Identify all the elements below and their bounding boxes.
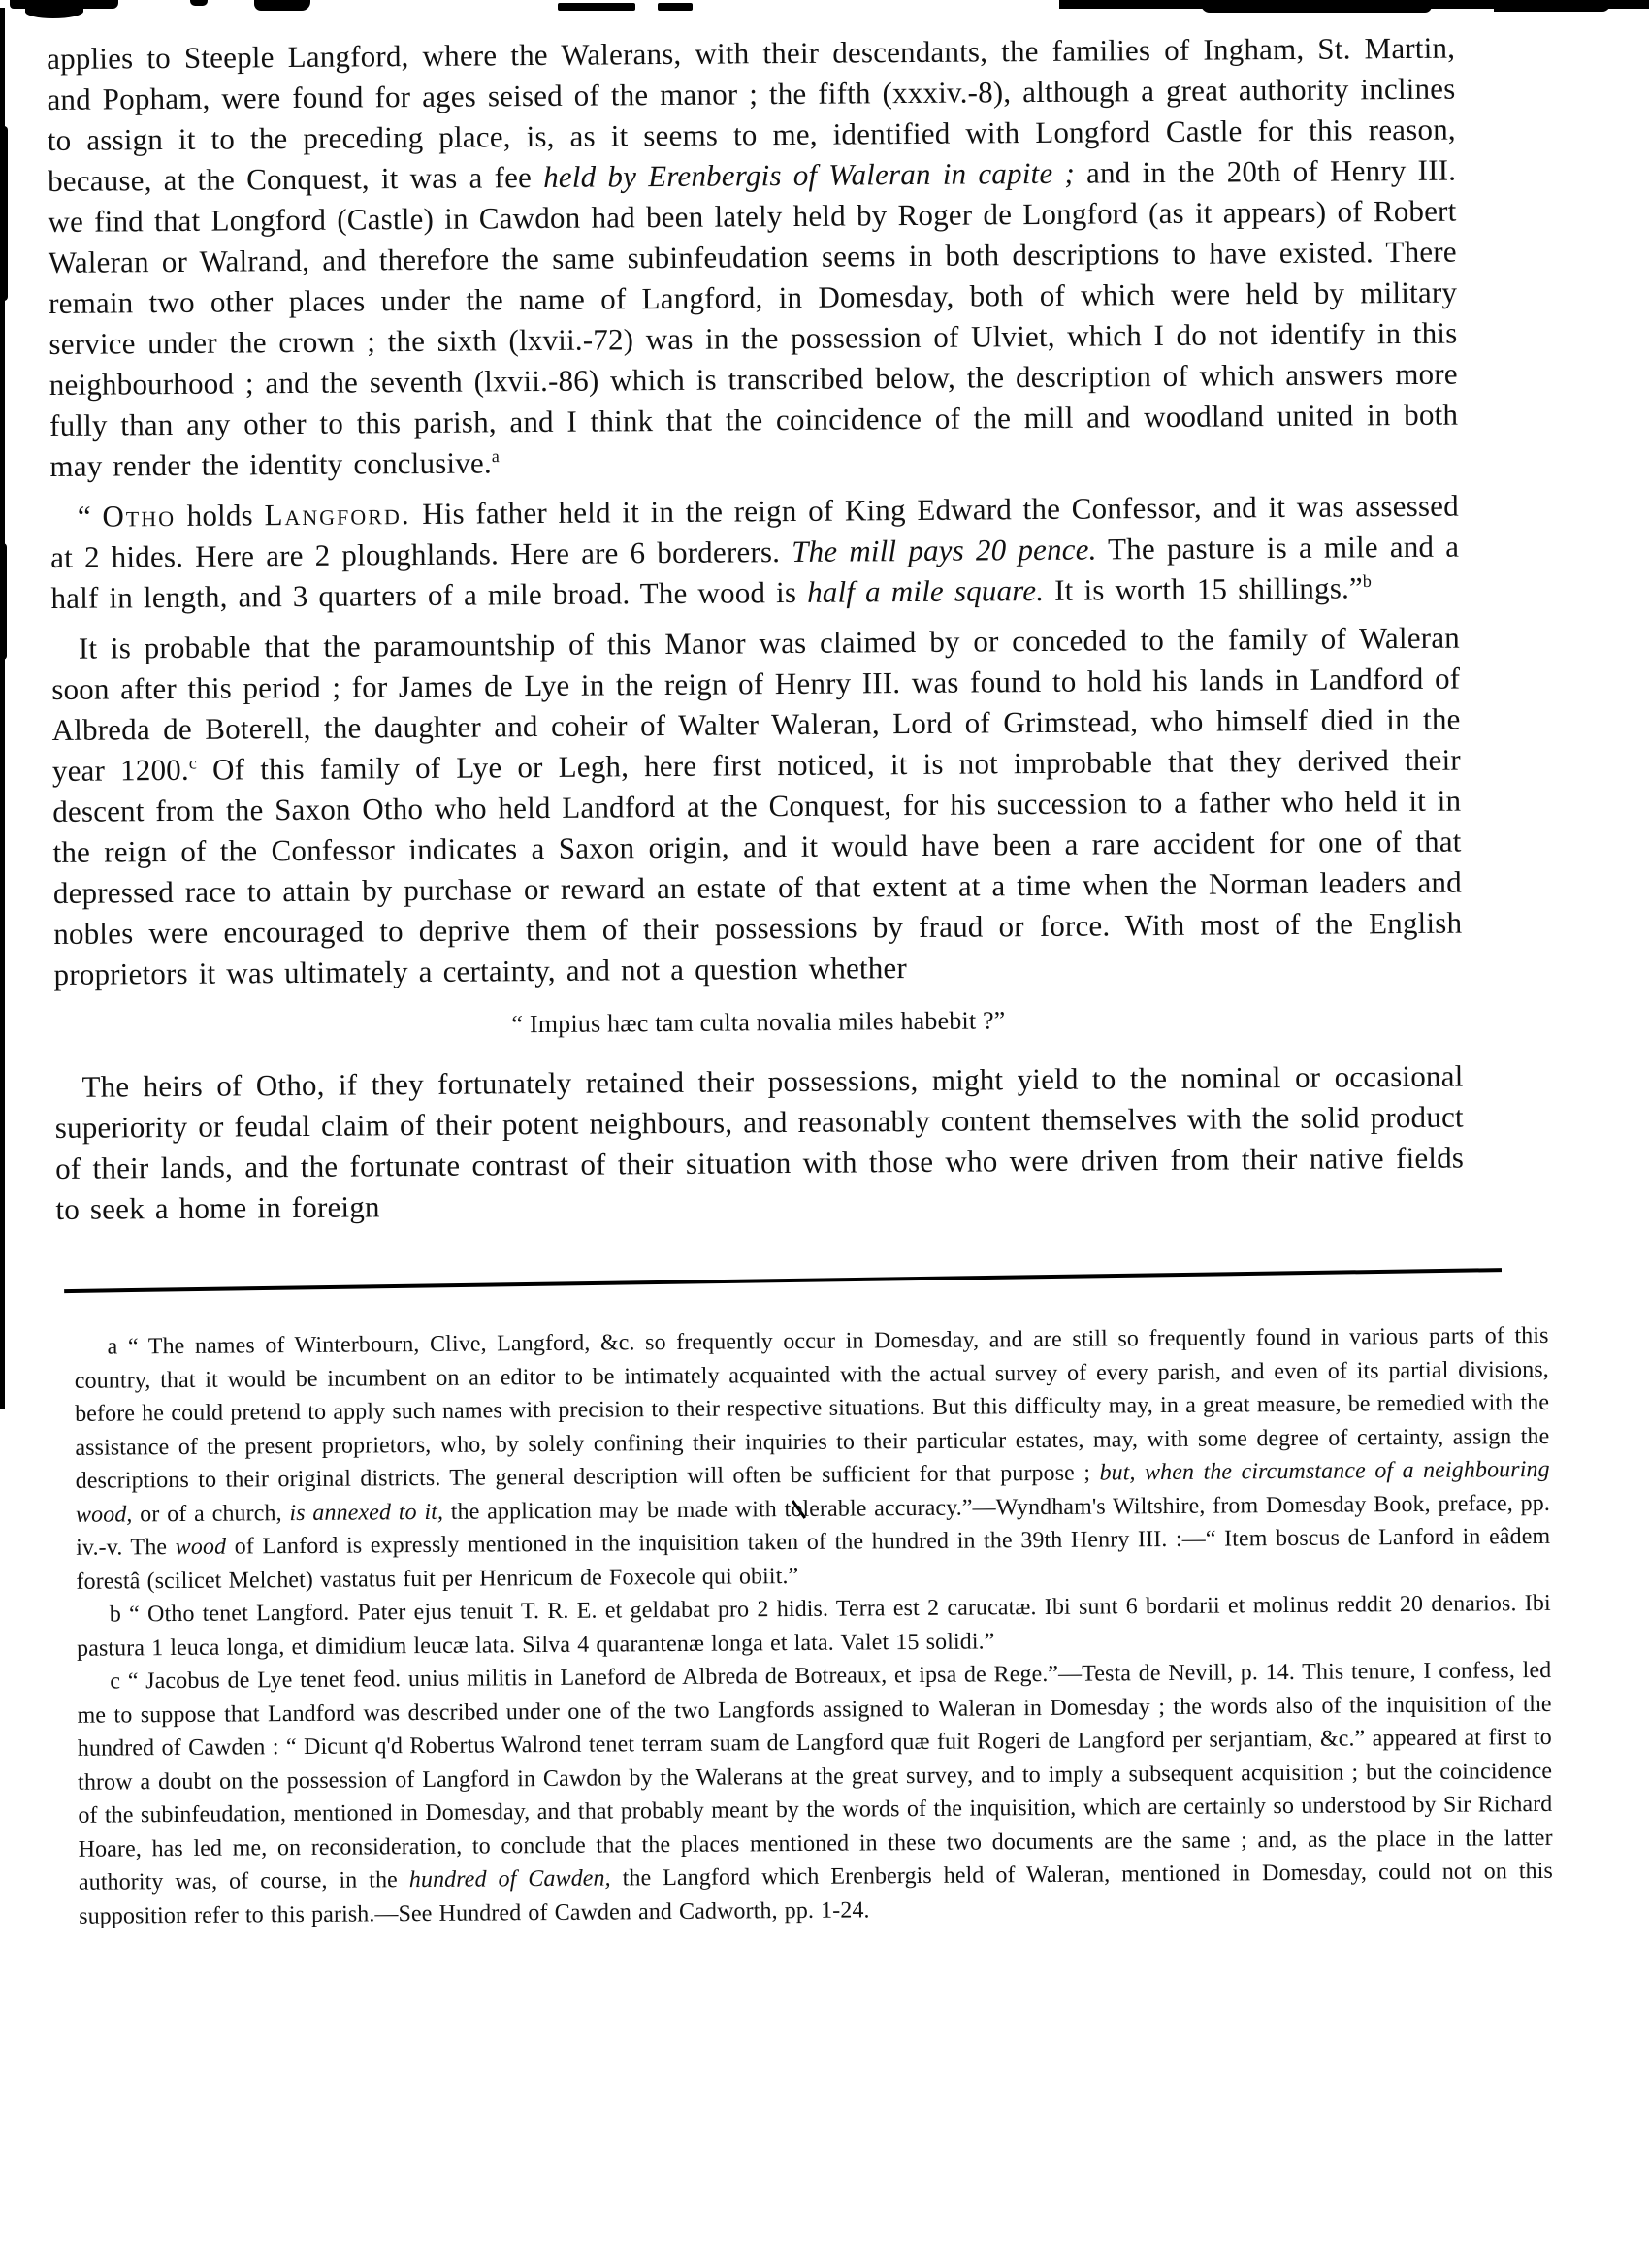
footnote-separator-rule	[64, 1268, 1502, 1293]
footnotes-block	[74, 1319, 1553, 1933]
scan-artifact-top-dash	[558, 3, 635, 11]
page-text-block	[47, 28, 1553, 1933]
body-paragraph-domesday-extract: “ Otho holds Langford. His father held it in the reign of King Edward the Confessor, and it was assessed at 2 hides. Here are 2 ploughlands. Here are 6 borderers. The mill pays 20 pence. The pasture is a mile and a half in length, and 3 quarters of a mile broad. The wood is half a mile square. It is worth 15 shillings.”$^b$	[50, 488, 1460, 615]
footnote-a: a “ The names of Winterbourn, Clive, Langford, &c. so frequently occur in Domesday, and are still so frequently found in various parts of this country, that it would be incumbent on an editor to be intimately acquainted with the actual survey of every parish, and even of its partial divisions, before he could pretend to apply such names with precision to their respective situations. But this difficulty may, in a great measure, be remedied with the assistance of the present proprietors, who, by solely confining their inquiries to their particular estates, may, with some degree of certainty, assign the descriptions to their original districts. The general description will often be sufficient for that purpose ; but, when the circumstance of a neighbouring wood, or of a church, is annexed to it, the application may be made with tolerable accuracy.”—Wyndham's Wiltshire, from Domesday Book, preface, pp. iv.-v. The wood of Lanford is expressly mentioned in the inquisition taken of the hundred in the 39th Henry III. :—“ Item boscus de Lanford in eâdem forestâ (scilicet Melchet) vastatus fuit per Henricum de Foxecole qui obiit.”	[74, 1322, 1551, 1595]
scan-artifact-top-right-lump	[1494, 0, 1610, 12]
scan-artifact-top-dash	[658, 3, 693, 11]
footnote-b: b “ Otho tenet Langford. Pater ejus tenuit T. R. E. et geldabat pro 2 hidis. Terra est 2 carucatæ. Ibi sunt 6 bordarii et molinus reddit 20 denarios. Ibi pastura 1 leuca longa, et dimidium leucæ lata. Silva 4 quarantenæ longa et lata. Valet 15 solidi.”	[76, 1590, 1551, 1662]
body-paragraph-heirs-of-otho: The heirs of Otho, if they fortunately retained their possessions, might yield to the nominal or occasional superiority or feudal claim of their potent neighbours, and reasonably content themselves with the solid product of their lands, and the fortunate contrast of their situation with those who were driven from their native fields to seek a home in foreign	[54, 1058, 1465, 1226]
scan-artifact-top-mark	[254, 0, 310, 11]
body-paragraph-steeple-langford: applies to Steeple Langford, where the Walerans, with their descendants, the families of Ingham, St. Martin, and Popham, were found for ages seised of the manor ; the fifth (xxxiv.-8), although a great authority inclines to assign it to the preceding place, is, as it seems to me, identified with Longford Castle for this reason, because, at the Conquest, it was a fee held by Erenbergis of Waleran in capite ; and in the 20th of Henry III. we find that Longford (Castle) in Cawdon had been lately held by Roger de Longford (as it appears) of Robert Waleran or Walrand, and therefore the same subinfeudation seems in both descriptions to have existed. There remain two other places under the name of Langford, in Domesday, both of which were held by military service under the crown ; the sixth (lxvii.-72) was in the possession of Ulviet, which I do not identify in this neighbourhood ; and the seventh (lxvii.-86) which is transcribed below, the description of which answers more fully than any other to this parish, and I think that the coincidence of the mill and woodland united in both may render the identity conclusive.$^a$	[47, 30, 1459, 483]
scan-artifact-top-left-blob	[25, 5, 83, 18]
scan-artifact-top-mark-small	[190, 0, 208, 6]
footnote-c: c “ Jacobus de Lye tenet feod. unius militis in Laneford de Albreda de Botreaux, et ipsa de Rege.”—Testa de Nevill, p. 14. This tenure, I confess, led me to suppose that Landford was described under one of the two Langfords assigned to Waleran in Domesday ; the words also of the inquisition of the hundred of Cawden : “ Dicunt q'd Robertus Walrond tenet terram suam de Langford quæ fuit Rogeri de Langford per serjantiam, &c.” appeared at first to throw a doubt on the possession of Langford in Cawdon by the Walerans at the great survey, and to imply a subsequent acquisition ; but the coincidence of the subinfeudation, mentioned in Domesday, and that probably meant by the words of the inquisition, which are certainly so understood by Sir Richard Hoare, has led me, on reconsideration, to conclude that the places mentioned in these two documents are the same ; and, as the place in the latter authority was, of course, in the hundred of Cawden, the Langford which Erenbergis held of Waleran, mentioned in Domesday, could not on this supposition refer to this parish.—See Hundred of Cawden and Cadworth, pp. 1-24.	[77, 1657, 1553, 1929]
scan-artifact-top-right-lump	[1201, 0, 1432, 13]
scan-artifact-left-edge	[0, 126, 8, 301]
latin-verse-quote: “ Impius hæc tam culta novalia miles habebit ?”	[511, 1006, 1006, 1039]
scan-artifact-left-edge	[0, 543, 7, 660]
body-paragraph-paramountship: It is probable that the paramountship of this Manor was claimed by or conceded to the family of Waleran soon after this period ; for James de Lye in the reign of Henry III. was found to hold his lands in Landford of Albreda de Boterell, the daughter and coheir of Walter Waleran, Lord of Grimstead, who himself died in the year 1200.$^c$ Of this family of Lye or Legh, here first noticed, it is not improbable that they derived their descent from the Saxon Otho who held Landford at the Conquest, for his succession to a father who held it in the reign of the Confessor indicates a Saxon origin, and it would have been a rare accident for one of that depressed race to attain by purchase or reward an estate of that extent at a time when the Norman leaders and nobles were encouraged to deprive them of their possessions by fraud or force. With most of the English proprietors it was ultimately a certainty, and not a question whether	[51, 620, 1463, 991]
